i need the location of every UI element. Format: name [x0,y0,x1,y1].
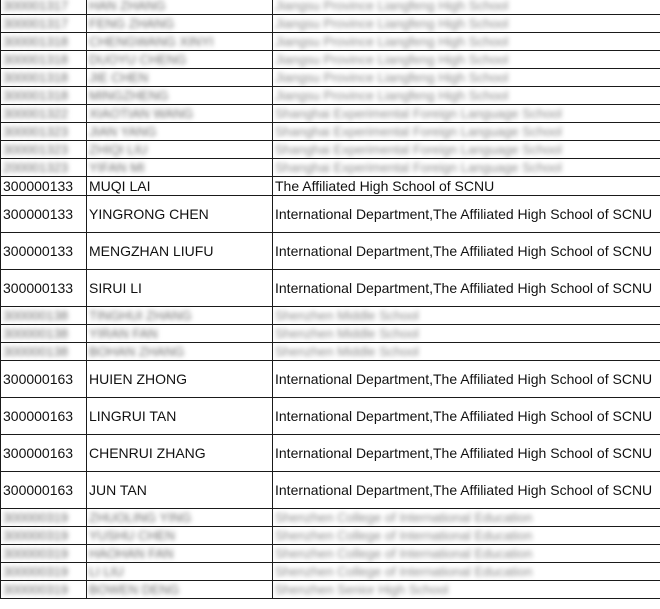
student-id-cell [1,563,87,581]
school-name-cell [273,307,660,325]
redacted-text: Shanghai Experimental Foreign Language School [275,141,562,157]
student-name-cell [87,527,273,545]
student-id-cell [1,33,87,51]
table-row [1,15,660,33]
redacted-text: Jiangsu Province Liangfeng High School [275,87,509,103]
redacted-text: BOHAN ZHANG [89,343,185,359]
redacted-text: YUSHU CHEN [89,527,175,543]
student-name-cell: MENGZHAN LIUFU [87,233,273,270]
redacted-text: Shenzhen College of International Education [275,563,533,579]
student-id-cell: 300000163 [1,398,87,435]
redacted-text: 300000319 [3,563,69,579]
table-row [1,141,660,159]
student-name-cell [87,307,273,325]
school-name-cell: The Affiliated High School of SCNU [273,177,660,196]
redacted-text: 300001318 [3,87,69,103]
school-name-cell [273,343,660,361]
student-name-cell [87,509,273,527]
table-row [1,509,660,527]
school-name-cell [273,581,660,599]
redacted-text: 300001318 [3,51,69,67]
redacted-text: Jiangsu Province Liangfeng High School [275,33,509,49]
student-id-cell: 300000133 [1,233,87,270]
redacted-text: Shanghai Experimental Foreign Language School [275,105,562,121]
redacted-text: JIAN YANG [89,123,157,139]
table-row [1,51,660,69]
table-row [1,563,660,581]
student-id-cell: 300000133 [1,196,87,233]
redacted-text: 300001317 [3,0,69,13]
redacted-text: XIAOTIAN WANG [89,105,194,121]
redacted-text: ZHUOLING YING [89,509,192,525]
redacted-text: TINGHUI ZHANG [89,307,192,323]
student-name-cell: YINGRONG CHEN [87,196,273,233]
redacted-text: MINGZHENG [89,87,169,103]
student-id-cell [1,141,87,159]
student-id-cell [1,545,87,563]
redacted-text: Shenzhen College of International Education [275,545,533,561]
school-name-cell: International Department,The Affiliated High School of SCNU [273,361,660,398]
student-id-cell [1,527,87,545]
student-name-cell [87,0,273,15]
student-id-cell [1,325,87,343]
redacted-text: 300001318 [3,69,69,85]
student-id-cell: 300000133 [1,270,87,307]
student-id-cell: 300000163 [1,435,87,472]
table-row [1,343,660,361]
student-id-cell: 300000163 [1,361,87,398]
table-row [1,196,660,233]
redacted-text: 300000319 [3,527,69,543]
table-row [1,159,660,177]
school-name-cell: International Department,The Affiliated High School of SCNU [273,398,660,435]
school-name-cell [273,87,660,105]
redacted-text: LI LIU [89,563,124,579]
table-body [1,0,660,599]
redacted-text: 300000319 [3,581,69,597]
redacted-text: Shanghai Experimental Foreign Language School [275,159,562,175]
redacted-text: HAOHAN FAN [89,545,174,561]
table-row [1,233,660,270]
table-row [1,0,660,15]
redacted-text: 300001323 [3,123,69,139]
table-row [1,472,660,509]
table-row [1,69,660,87]
redacted-text: Shenzhen College of International Education [275,527,533,543]
redacted-text: 300000138 [3,343,69,359]
student-id-cell [1,0,87,15]
school-name-cell [273,105,660,123]
table-row [1,105,660,123]
table-row [1,177,660,196]
redacted-text: DUOYU CHENG [89,51,187,67]
redacted-text: Jiangsu Province Liangfeng High School [275,51,509,67]
redacted-text: 300001323 [3,141,69,157]
school-name-cell [273,509,660,527]
school-name-cell [273,527,660,545]
student-name-cell [87,87,273,105]
redacted-text: 300001322 [3,105,69,121]
student-id-cell [1,343,87,361]
table-row [1,581,660,599]
school-name-cell [273,325,660,343]
student-name-cell [87,69,273,87]
school-name-cell [273,563,660,581]
student-id-cell [1,87,87,105]
student-name-cell [87,325,273,343]
redacted-text: Shenzhen Middle School [275,307,419,323]
school-name-cell: International Department,The Affiliated High School of SCNU [273,196,660,233]
student-name-cell [87,123,273,141]
redacted-text: YIRAN FAN [89,325,158,341]
student-id-cell: 300000133 [1,177,87,196]
redacted-text: Shenzhen College of International Education [275,509,533,525]
redacted-text: Jiangsu Province Liangfeng High School [275,0,509,13]
redacted-text: ZHIQI LIU [89,141,148,157]
school-name-cell: International Department,The Affiliated High School of SCNU [273,233,660,270]
redacted-text: FENG ZHANG [89,15,175,31]
school-name-cell [273,159,660,177]
redacted-text: 300001317 [3,15,69,31]
student-name-cell [87,105,273,123]
school-name-cell [273,33,660,51]
redacted-text: 300001318 [3,33,69,49]
student-id-cell [1,581,87,599]
table-row [1,435,660,472]
table-row [1,325,660,343]
student-name-cell [87,343,273,361]
redacted-text: Shenzhen Senior High School [275,581,449,597]
table-row [1,361,660,398]
table-row [1,307,660,325]
student-name-cell [87,15,273,33]
student-name-cell: MUQI LAI [87,177,273,196]
redacted-text: BOWEN DENG [89,581,180,597]
redacted-text: 200001323 [3,159,69,175]
table-row [1,33,660,51]
redacted-text: Shenzhen Middle School [275,325,419,341]
school-name-cell: International Department,The Affiliated High School of SCNU [273,472,660,509]
school-name-cell: International Department,The Affiliated High School of SCNU [273,435,660,472]
table-row [1,123,660,141]
redacted-text: HAN ZHANG [89,0,166,13]
student-name-cell: SIRUI LI [87,270,273,307]
redacted-text: Shanghai Experimental Foreign Language School [275,123,562,139]
student-name-cell [87,563,273,581]
student-name-cell: CHENRUI ZHANG [87,435,273,472]
redacted-text: 300000138 [3,325,69,341]
student-id-cell [1,307,87,325]
student-name-cell [87,141,273,159]
table-row [1,398,660,435]
student-id-cell [1,69,87,87]
student-id-cell [1,105,87,123]
student-id-cell: 300000163 [1,472,87,509]
student-name-cell: LINGRUI TAN [87,398,273,435]
student-name-cell [87,545,273,563]
redacted-text: 300000319 [3,545,69,561]
redacted-text: 300000138 [3,307,69,323]
student-name-cell [87,159,273,177]
table-row [1,527,660,545]
school-name-cell: International Department,The Affiliated High School of SCNU [273,270,660,307]
school-name-cell [273,15,660,33]
redacted-text: JIE CHEN [89,69,149,85]
redacted-text: YIFAN MI [89,159,145,175]
school-name-cell [273,141,660,159]
redacted-text: CHENGWANG XINYI [89,33,214,49]
student-name-cell [87,51,273,69]
student-name-cell [87,33,273,51]
school-name-cell [273,0,660,15]
redacted-text: Jiangsu Province Liangfeng High School [275,15,509,31]
school-name-cell [273,123,660,141]
redacted-text: Shenzhen Middle School [275,343,419,359]
student-id-cell [1,159,87,177]
school-name-cell [273,69,660,87]
table-row [1,87,660,105]
redacted-text: 300000319 [3,509,69,525]
school-name-cell [273,545,660,563]
table-row [1,270,660,307]
student-name-cell: JUN TAN [87,472,273,509]
student-name-cell [87,581,273,599]
table-row [1,545,660,563]
student-id-cell [1,51,87,69]
student-id-cell [1,15,87,33]
student-id-cell [1,509,87,527]
school-name-cell [273,51,660,69]
student-id-cell [1,123,87,141]
redacted-text: Jiangsu Province Liangfeng High School [275,69,509,85]
student-name-cell: HUIEN ZHONG [87,361,273,398]
